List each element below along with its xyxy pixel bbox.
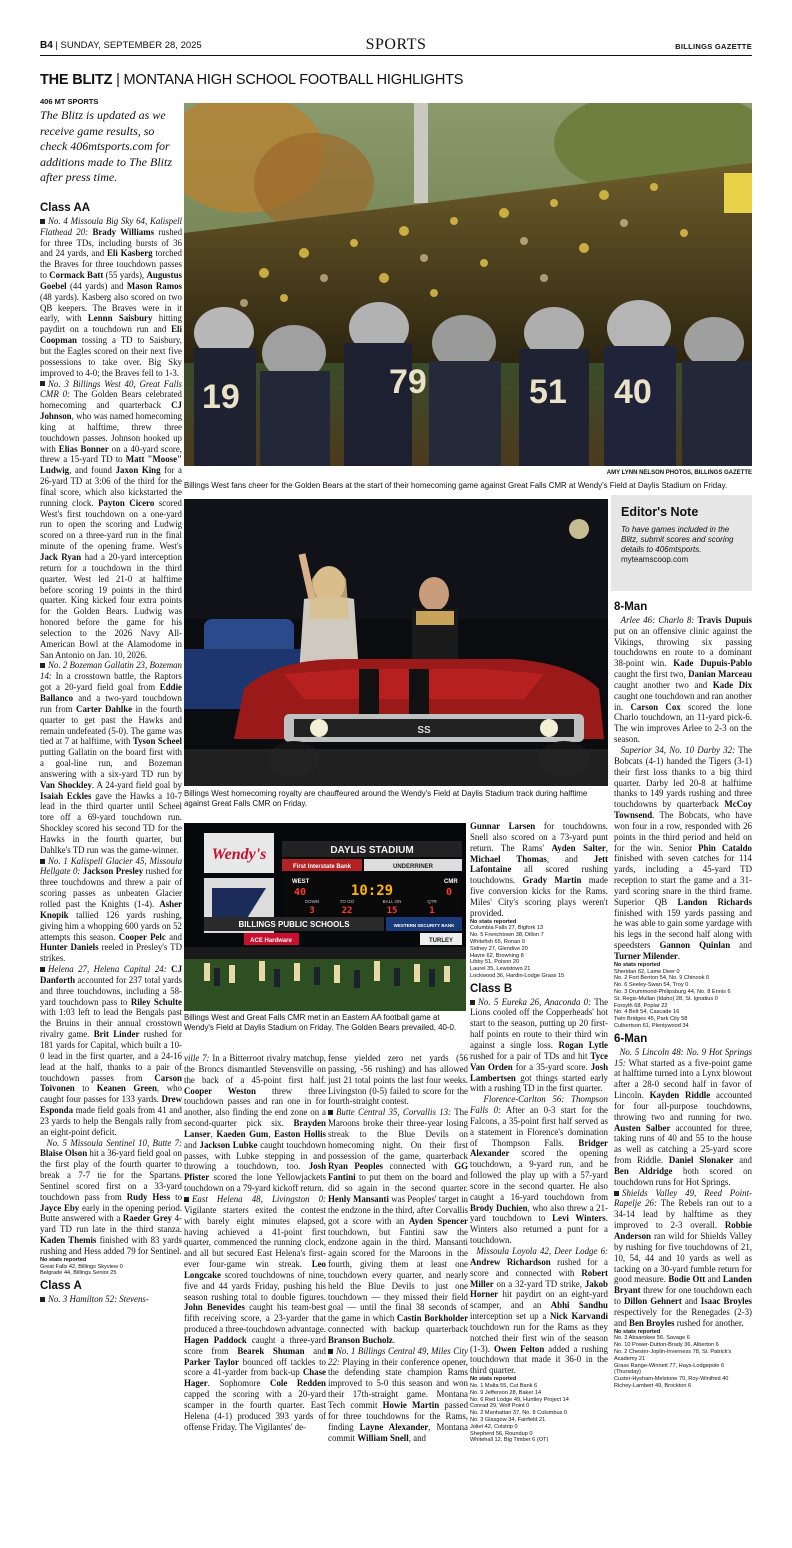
ball-on-value: 15 <box>386 906 398 916</box>
no-stats-list: No stats reported Great Falls 42, Billings Skyview 0 Belgrade 44, Billings Senior 25 <box>40 1256 123 1277</box>
jersey-number: 40 <box>614 373 652 411</box>
game-report: fense yielded zero net yards (56 passing, -56 rushing) and has allowed just 21 total points the last four weeks. Livingston (0-5) failed to score for the fourth-straight contest. <box>328 1053 468 1107</box>
editors-note-body: To have games included in the Blitz, submit scores and scoring details to 406mtsports. myteamscoop.com <box>621 525 742 565</box>
page-date: SUNDAY, SEPTEMBER 28, 2025 <box>60 40 202 51</box>
page-title: THE BLITZ | MONTANA HIGH SCHOOL FOOTBALL HIGHLIGHTS <box>40 72 464 88</box>
down-value: 3 <box>309 906 315 916</box>
home-score: 40 <box>294 887 307 898</box>
intro-text: The Blitz is updated as we receive game results, so check 406mtsports.com for additions made to The Blitz after press time. <box>40 108 172 184</box>
page-folio: B4 | SUNDAY, SEPTEMBER 28, 2025 <box>40 40 202 51</box>
photo-caption: Billings West and Great Falls CMR met in an Eastern AA football game at Wendy's Field at Daylis Stadium on Friday. The Golden Bears prevailed, 40-0. <box>184 1013 457 1032</box>
photo-credit: AMY LYNN NELSON PHOTOS, BILLINGS GAZETTE <box>606 470 752 476</box>
column-1 <box>40 199 182 1305</box>
photo-crowd-players-image <box>184 103 752 466</box>
photo-caption: Billings West fans cheer for the Golden Bears at the start of their homecoming game against Great Falls CMR at Wendy's Field at Daylis Stadium on Friday. <box>184 481 728 490</box>
no-stats-list: No stats reported No. 1 Malta 55, Cut Bank 6 No. 9 Jefferson 28, Baker 14 No. 6 Red Lodge 49, Huntley Project 14 Conrad 29, Wolf Point 0 No. 2 Manhattan 37, No. 8 Columbus 0 No. 3 Glasgow 34, Fairfield 21 Joliet 42, Colstrip 0 Shepherd 56, Roundup 0 Whitehall 12, Big Timber 6 (OT) <box>470 1376 569 1444</box>
game-report: No. 3 Hamilton 52: Stevens- <box>40 1294 182 1305</box>
game-report: Helena 27, Helena Capital 24: CJ Danforth accounted for 237 total yards and three touchdowns, including a 58-yard touchdown pass to Riley Schulte with 1:03 left to lead the Bengals past the Bruins in their annual crosstown rivalry game. Brit Linder rushed for 181 yards for Capital, which built a 10-0 lead in the first quarter, and a 24-16 lead at the half, thanks to a pair of touchdown passes from Carson Toivonen to Keanen Green, who caught four passes for 133 yards. Drew Esponda made field goals from 41 and 23 yards to help the Bengals rally from an eight-point deficit. <box>40 964 183 1137</box>
label-down: DOWN <box>304 899 320 904</box>
game-report: Superior 34, No. 10 Darby 32: The Bobcats (4-1) handed the Tigers (3-1) their first loss thanks to a big third quarter. Darby led 20-8 at halftime thanks to 149 yards rushing and three touchdowns by quarterback McCoy Townsend. The Bobcats, who have won four in a row, responded with 26 points in the third period and held on for the win. Senior Phin Cataldo finished with seven catches for 114 yards, including a 45-yard TD reception to start the game and a 31-yard scoring snare in the third frame. Superior QB Landon Richards finished with 159 yards passing and he was able to gain some yardage with his legs in the second half along with speedsters Gannon Quinlan and Turner Milender. <box>614 744 752 961</box>
photo-scoreboard <box>184 823 466 1011</box>
photo-homecoming-car-image <box>184 499 608 786</box>
no-stats-list: No stats reported Columbia Falls 27, Bigfork 13 No. 5 Frenchtown 38, Dillon 7 Whitefish 65, Ronan 0 Sidney 27, Glendive 20 Havre 62, Browning 8 Libby 51, Polson 20 Laurel 35, Lewistown 21 Lockwood 36, Hardin-Lodge Grass 15 <box>470 918 565 979</box>
home-team: WEST <box>292 879 310 885</box>
game-report: Arlee 46: Charlo 8: Travis Dupuis put on an offensive clinic against the Vikings, throwing six passing touchdowns en route to a dominant 38-point win. Kade Dupuis-Pablo caught the first two, Danian Marceau caught another two and Kade Dix caught one touchdown and ran another in. Carson Cox scored the lone Charlo touchdown, an 11-yard pick-6. The win improves Arlee to 2-3 on the season. <box>614 614 753 745</box>
column-3 <box>328 1053 468 1443</box>
label-ball-on: BALL ON <box>382 899 402 904</box>
sponsor-logo: Wendy's <box>211 846 267 863</box>
away-team: CMR <box>444 879 458 885</box>
ad-ace: ACE Hardware <box>250 938 292 944</box>
jersey-number: 19 <box>202 378 240 416</box>
game-report: No. 4 Missoula Big Sky 64, Kalispell Flathead 20: Brady Williams rushed for three TDs, including bursts of 36 and 24 yards, and Eli Kasberg torched the Braves for three touchdown passes to Cormack Batt (55 yards), Augustus Goebel (44 yards) and Mason Ramos (48 yards). Kasberg also scored on two QB keepers. The Braves were in it early, with Lennn Saisbury hitting paydirt on a touchdown run and Eli Coopman tossing a TD to Saisbury, but the Eagles scored on their next five possessions to take over. Big Sky improved to 4-0; the Braves fell to 1-3. <box>40 215 183 378</box>
game-clock: 10:29 <box>350 883 394 899</box>
photo-crowd-players <box>184 103 752 466</box>
label-to-go: TO GO <box>339 899 355 904</box>
section-heading: 8-Man <box>614 601 648 613</box>
game-report: No. 1 Billings Central 49, Miles City 22: Playing in their conference opener, the defending state champion Rams improved to 5-0 this season and won their 17th-straight game. Montana Tech commit Howie Martin passed for three touchdowns for the Rams, finding Layne Alexander, Montana commit William Snell, and <box>328 1345 469 1443</box>
jersey-number: 79 <box>389 363 427 401</box>
ad-bank: First Interstate Bank <box>292 864 352 870</box>
section-heading: Class B <box>470 982 513 995</box>
game-report: No. 3 Billings West 40, Great Falls CMR 0: The Golden Bears celebrated homecoming and quarterback CJ Johnson, who was named homecoming king at halftime, threw three touchdown passes. Johnson hooked up with Elias Bonner on a 40-yard score, threw a 15-yard TD to Matt "Moose" Ludwig, and found Jaxon King for a 26-yard TD at 3:06 of the third for the final score, which also kickstarted the running clock. Payton Cicero scored West's first touchdown on a one-yard run to open the scoring and Ludwig scored on a three-yard run in the final minute of the opening frame. West's Jack Ryan had a 20-yard interception return for a touchdown in the third quarter. West led 21-0 at halftime before scoring 19 points in the third quarter. King kicked four extra points for the Golden Bears. Ludwig was honored before the game for his selection to the 2026 Navy All-American Bowl at the Alamodome in San Antonio on Jan. 10, 2026. <box>40 378 182 660</box>
scoreboard-banner: BILLINGS PUBLIC SCHOOLS <box>238 920 350 929</box>
photo-homecoming-car <box>184 499 608 786</box>
editors-note-site[interactable]: myteamscoop.com <box>621 555 689 564</box>
game-report: No. 5 Eureka 26, Anaconda 0: The Lions cooled off the Copperheads' hot start to the season, putting up 20 first-half points en route to their third win against a single loss. Rogan Lytle rushed for a pair of TDs and hit Tyce Van Orden for a 35-yard score. Josh Lambertsen got things started early with a rushing TD in the first quarter. <box>470 996 609 1094</box>
section-heading: Class AA <box>40 202 91 214</box>
paper-name: BILLINGS GAZETTE <box>675 42 752 51</box>
label-qtr: QTR <box>427 899 437 904</box>
section-heading: Class A <box>40 1280 82 1293</box>
jersey-number: 51 <box>529 373 567 411</box>
page-header <box>40 38 752 56</box>
byline: 406 MT SPORTS <box>40 97 99 106</box>
no-stats-list: No stats reported No. 3 Absarokee 56, Savage 6 No. 10 Power-Dutton-Brady 36, Alberton 6 No. 2 Chester-Joplin-Inverness 78, St. Patrick's Academy 21 Grass Range-Winnett 77, Hays-Lodgepole 6 (Thursday) Custer-Hysham-Melstone 70, Roy-Winifred 40 Richey-Lambert 49, Brockton 6 <box>614 1328 732 1389</box>
car-badge: SS <box>417 725 431 736</box>
game-report: No. 2 Bozeman Gallatin 23, Bozeman 14: In a crosstown battle, the Raptors got a 20-yard field goal from Eddie Ballanco and a two-yard touchdown run from Carter Dahlke in the fourth quarter to get past the Hawks and remain undefeated (5-0). The game was tied at 7 at halftime, with Tyson Scheel putting Gallatin on the board first with a goal-line run, and Bozeman answering with a six-yard TD run by Van Shockley. A 24-yard field goal by Isaiah Eckles gave the Hawks a 10-7 lead in the third quarter until Scheel tore off a 69-yard touchdown run. Shockley scored his second TD for the Hawks in the fourth quarter, but Dahlke's TD run was the game-winner. <box>40 660 183 855</box>
game-report: ville 7: In a Bitterroot rivalry matchup, the Broncs dismantled Stevensville on the back of a 45-point first half. Cooper Weston threw three touchdown passes and ran one in for another, also finding the end zone on a second-quarter pick six. Brayden Lanser, Kaeden Gum, Easton Hollis and Jackson Lubke caught touchdown passes, with Lubke stepping in and throwing a touchdown, too. Josh Pfister scored the lone Yellowjackets touchdown on a 79-yard kickoff return. <box>184 1053 327 1194</box>
headline-title: THE BLITZ <box>40 72 113 88</box>
game-report: No. 5 Missoula Sentinel 10, Butte 7: Blaise Olson hit a 36-yard field goal on the first play of the fourth quarter to break a 7-7 tie for the Spartans. Sentinel scored first on a 33-yard touchdown pass from Rudy Hess to Jayce Eby early in the opening period. Butte answered with a Raeder Grey 4-yard TD run late in the third stanza. Kaden Themis finished with 83 yards rushing and Hess added 79 for Sentinel. <box>40 1137 183 1256</box>
game-report: No. 5 Lincoln 48: No. 9 Hot Springs 15: What started as a five-point game at halftime turned into a Lynx blowout after a 28-0 second half in favor of Lincoln. Kayden Riddle accounted for four all-purpose touchdowns, throwing two and running for two. Austen Salber accounted for three, taking runs of 40 and 55 to the house as well as catching a 25-yard score from Riddle. Daniel Slonaker and Ben Aldridge both scored on touchdown runs for Hot Springs. <box>614 1046 752 1187</box>
stadium-name: DAYLIS STADIUM <box>330 845 414 856</box>
game-report: Gunnar Larsen for touchdowns. Snell also scored on a 73-yard punt return. The Rams' Ayden Salter, Michael Thomas, and Jett Lafontaine all scored rushing touchdowns. Grady Martin made five conversion kicks for the Rams. Miles' City's scoring plays weren't provided. <box>470 821 608 918</box>
column-2 <box>184 1053 326 1433</box>
editors-note-title: Editor's Note <box>621 505 699 519</box>
photo-caption: Billings West homecoming royalty are chauffeured around the Wendy's Field at Daylis Stadium track during halftime against Great Falls CMR on Friday. <box>184 789 588 808</box>
column-4 <box>470 821 608 1444</box>
no-stats-list: No stats reported Sheridan 62, Lame Deer 0 No. 2 Fort Benton 54, No. 9 Chinook 0 No. 6 Seeley-Swan 54, Troy 0 No. 3 Drummond-Philipsburg 44, No. 8 Ennis 6 St. Regis-Mullan (Idaho) 28, St. Ignatius 0 Forsyth 68, Poplar 22 No. 4 Belt 54, Cascade 16 Twin Bridges 45, Park City 58 Culbertson 61, Plentywood 34 <box>614 961 731 1030</box>
game-report: No. 1 Kalispell Glacier 45, Missoula Hellgate 0: Jackson Presley rushed for three touchdowns and threw a pair of scoring passes as unbeaten Glacier rolled past the Knights (1-4). Asher Knopik tallied 126 yards rushing, giving him a whopping 600 yards on 52 attempts this season. Cooper Pelc and Hunter Daniels reeled in Presley's TD strikes. <box>40 855 183 964</box>
game-report: East Helena 48, Livingston 0: Vigilante starters exited the contest with barely eight minutes elapsed, having achieved a 41-point first quarter, commenced the running clock, and all but secured East Helena's first-ever four-game win streak. Leo Longcake scored touchdowns of nine, five and 44 yards Friday, pushing his season rushing total to double figures. John Benevides caught his team-best fifth receiving score, a 23-yarder that produced a three-touchdown advantage. Hagen Paddock caught a three-yard score from Bearek Shuman and Parker Taylor bounced off tackles to score a 41-yarder from back-up Chase Hager. Sophomore Cole Redden capped the scoring with a 20-yard scamper in the fourth quarter. East Helena (4-1) produced 393 yards of offense Friday. The Vigilantes' de- <box>184 1193 326 1432</box>
section-heading: 6-Man <box>614 1032 648 1045</box>
qtr-value: 1 <box>429 906 435 916</box>
game-report: Shields Valley 49, Reed Point-Rapelje 26: The Rebels ran out to a 34-14 lead by halftime as they improved to 2-3 overall. Robbie Anderson ran wild for Shields Valley by rushing for five touchdowns of 21, 10, 54, 44 and 10 yards as well as tacking on a 30-yard fumble return for good measure. Bodie Ott and Landen Bryant threw for one touchdown each to Dillon Gehnert and Isaac Broyles respectively for the Renegades (2-3) and Ben Broyles rushed for another. <box>614 1187 752 1328</box>
game-report: Missoula Loyola 42, Deer Lodge 6: Andrew Richardson rushed for a score and connected with Robert Miller on a 32-yard TD strike, Jakob Horner hit paydirt on an eight-yard scamper, and an Abhi Sandhu interception set up a Nick Karvandi touchdown run for the Rams as they notched their first win of the season (1-3). Owen Felton added a rushing touchdown that made it 36-0 in the third quarter. <box>470 1246 609 1376</box>
away-score: 0 <box>446 887 453 898</box>
headline-subtitle: MONTANA HIGH SCHOOL FOOTBALL HIGHLIGHTS <box>123 72 464 88</box>
ad-underriner: UNDERRINER <box>392 864 434 870</box>
editors-note-box <box>611 495 752 591</box>
column-5 <box>614 598 752 1390</box>
ad-western-security: WESTERN SECURITY BANK <box>393 923 455 928</box>
ad-turley: TURLEY <box>429 938 453 944</box>
game-report: Butte Central 35, Corvallis 13: The Maroons broke their three-year losing streak to the Blue Devils on homecoming night. On their first possession of the game, quarterback Ryan Peoples connected with GG Fantini to put them on the board and did so again in the second quarter. Henly Mansanti was Peoples' target in the endzone in the third, after Corvallis got a score with an Ayden Spencer touchdown, but Fantini saw the endzone again in the third. Mansanti again scored for the Maroons in the fourth, giving them at least one touchdown every quarter, and nearly held the Blue Devils to just one touchdown — they missed their field goal — until the final 38 seconds of the game in which Castin Borkholder connected with backup quarterback Branson Bucholz. <box>328 1107 469 1345</box>
page-number: B4 <box>40 40 53 51</box>
game-report: Florence-Carlton 56: Thompson Falls 0: After an 0-3 start for the Falcons, a 35-point first half served as a statement in Florence's domination of Thompson Falls. Bridger Alexander scored the opening touchdown, a 9-yard run, and he followed the play up with a 57-yard score in the second quarter. He also caught a 16-yard touchdown from Brody Duchien, who also threw a 21-yard touchdown to Levi Winters. Winters also returned a punt for a touchdown. <box>470 1094 609 1246</box>
section-name: SPORTS <box>365 36 427 53</box>
photo-scoreboard-image <box>184 823 466 1011</box>
to-go-value: 22 <box>341 906 353 916</box>
